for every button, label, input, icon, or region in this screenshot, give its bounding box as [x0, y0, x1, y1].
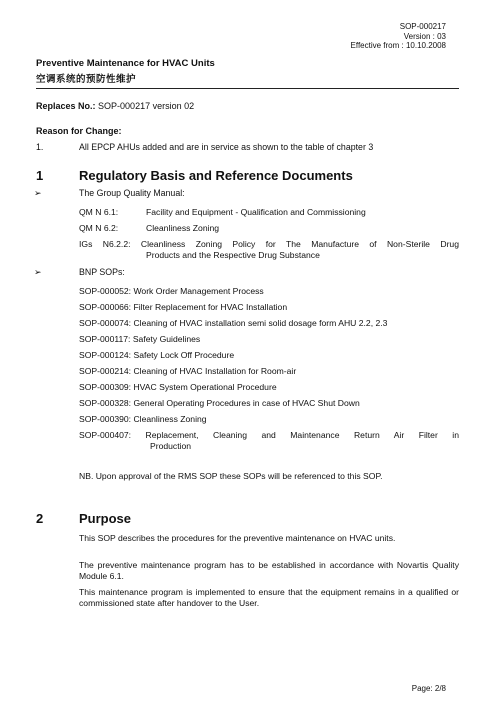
purpose-paragraph: This maintenance program is implemented to ensure that the equipment remains in a qualified or commissioned state after handover to the User.	[79, 587, 459, 608]
reference-note: NB. Upon approval of the RMS SOP these SOPs will be referenced to this SOP.	[79, 471, 383, 481]
sop-reference: SOP-000074: Cleaning of HVAC installation semi solid dosage form AHU 2.2, 2.3	[79, 318, 388, 328]
bullet-bnp-sops	[34, 267, 125, 278]
bullet-label: The Group Quality Manual:	[79, 188, 185, 198]
purpose-paragraph: The preventive maintenance program has to be established in accordance with Novartis Quality Module 6.1.	[79, 560, 459, 581]
reference-title: Cleanliness Zoning	[146, 223, 220, 233]
replaces-value: SOP-000217 version 02	[98, 101, 195, 111]
sop-reference-continued: Production	[150, 441, 192, 451]
section-1-heading	[36, 168, 353, 183]
reason-item-text: All EPCP AHUs added and are in service as shown to the table of chapter 3	[79, 142, 374, 152]
reference-code: QM N 6.1:	[79, 207, 119, 217]
section-number: 2	[36, 511, 44, 526]
reason-label: Reason for Change:	[36, 126, 122, 136]
header-divider	[36, 88, 459, 89]
sop-reference: SOP-000407: Replacement, Cleaning and Maintenance Return Air Filter in	[79, 430, 459, 440]
reference-title: Cleanliness Zoning Policy for The Manufacture of Non-Sterile Drug	[140, 239, 459, 249]
document-title-chinese: 空调系统的预防性维护	[36, 74, 137, 85]
sop-reference: SOP-000052: Work Order Management Process	[79, 286, 264, 296]
arrow-bullet-icon: ➢	[34, 267, 42, 277]
reference-title-continued: Products and the Respective Drug Substance	[146, 250, 320, 260]
reason-item	[36, 142, 373, 152]
sop-reference: SOP-000328: General Operating Procedures in case of HVAC Shut Down	[79, 398, 360, 408]
sop-reference: SOP-000214: Cleaning of HVAC Installation for Room-air	[79, 366, 297, 376]
page-number: Page: 2/8	[411, 684, 446, 693]
doc-version: Version : 03	[403, 31, 446, 41]
sop-reference: SOP-000309: HVAC System Operational Procedure	[79, 382, 277, 392]
section-title: Purpose	[79, 511, 132, 526]
reference-item	[79, 239, 459, 249]
reference-item	[79, 207, 366, 217]
sop-reference: SOP-000117: Safety Guidelines	[79, 334, 201, 344]
document-control-block	[351, 22, 446, 51]
reference-code: IGs N6.2.2:	[79, 239, 131, 249]
document-title: Preventive Maintenance for HVAC Units	[36, 58, 215, 69]
reason-item-number: 1.	[36, 142, 44, 152]
section-2-heading	[36, 511, 131, 526]
sop-reference: SOP-000124: Safety Lock Off Procedure	[79, 350, 235, 360]
purpose-paragraph: This SOP describes the procedures for the preventive maintenance on HVAC units.	[79, 533, 396, 543]
reference-code: QM N 6.2:	[79, 223, 119, 233]
replaces-line	[36, 101, 194, 111]
effective-date: Effective from : 10.10.2008	[350, 41, 446, 50]
reference-title: Facility and Equipment - Qualification and Commissioning	[146, 207, 366, 217]
bullet-group-quality	[34, 188, 185, 199]
sop-reference: SOP-000066: Filter Replacement for HVAC Installation	[79, 302, 288, 312]
section-title: Regulatory Basis and Reference Documents	[79, 168, 353, 183]
bullet-label: BNP SOPs:	[79, 267, 125, 277]
section-number: 1	[36, 168, 44, 183]
replaces-label: Replaces No.:	[36, 101, 96, 111]
doc-number: SOP-000217	[399, 22, 446, 31]
arrow-bullet-icon: ➢	[34, 188, 42, 198]
sop-reference: SOP-000390: Cleanliness Zoning	[79, 414, 207, 424]
reference-item	[79, 223, 219, 233]
